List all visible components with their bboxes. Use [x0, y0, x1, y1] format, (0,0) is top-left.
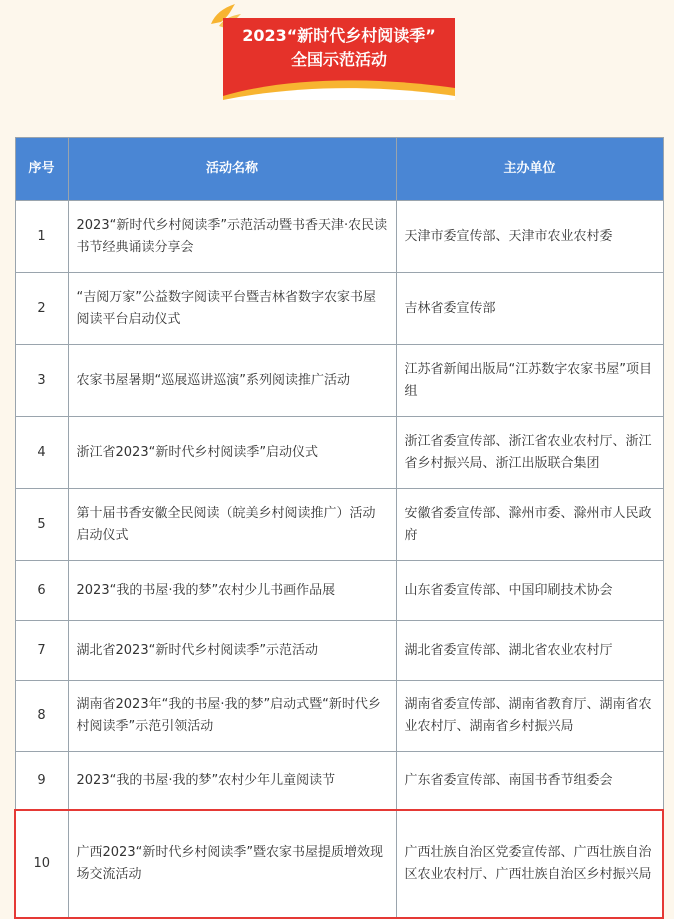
- table-header-row: [15, 138, 663, 201]
- row-index: 4: [15, 417, 68, 489]
- row-activity-name: “吉阅万家”公益数字阅读平台暨吉林省数字农家书屋阅读平台启动仪式: [68, 273, 396, 345]
- title-banner: [205, 0, 465, 110]
- banner-title-line1: 2023“新时代乡村阅读季”: [242, 26, 436, 45]
- table-row-highlighted: [15, 810, 663, 918]
- banner-title-line2: 全国示范活动: [290, 50, 387, 69]
- table-row: [15, 621, 663, 681]
- row-organizer: 湖南省委宣传部、湖南省教育厅、湖南省农业农村厅、湖南省乡村振兴局: [396, 681, 663, 752]
- row-index: 9: [15, 752, 68, 811]
- row-activity-name: 农家书屋暑期“巡展巡讲巡演”系列阅读推广活动: [68, 345, 396, 417]
- row-index: 5: [15, 489, 68, 561]
- banner-swoosh: [223, 74, 455, 100]
- table-row: [15, 273, 663, 345]
- row-organizer: 江苏省新闻出版局“江苏数字农家书屋”项目组: [396, 345, 663, 417]
- row-activity-name: 2023“我的书屋·我的梦”农村少年儿童阅读节: [68, 752, 396, 811]
- row-index: 7: [15, 621, 68, 681]
- table-row: [15, 752, 663, 811]
- row-organizer: 天津市委宣传部、天津市农业农村委: [396, 201, 663, 273]
- row-organizer: 山东省委宣传部、中国印刷技术协会: [396, 561, 663, 621]
- row-organizer: 安徽省委宣传部、滁州市委、滁州市人民政府: [396, 489, 663, 561]
- row-index: 3: [15, 345, 68, 417]
- row-activity-name: 2023“新时代乡村阅读季”示范活动暨书香天津·农民读书节经典诵读分享会: [68, 201, 396, 273]
- table-row: [15, 417, 663, 489]
- table-row: [15, 201, 663, 273]
- activity-table: [14, 137, 664, 919]
- row-activity-name: 广西2023“新时代乡村阅读季”暨农家书屋提质增效现场交流活动: [68, 810, 396, 918]
- row-activity-name: 2023“我的书屋·我的梦”农村少儿书画作品展: [68, 561, 396, 621]
- row-activity-name: 湖北省2023“新时代乡村阅读季”示范活动: [68, 621, 396, 681]
- table-row: [15, 681, 663, 752]
- row-index: 1: [15, 201, 68, 273]
- row-organizer: 广东省委宣传部、南国书香节组委会: [396, 752, 663, 811]
- row-activity-name: 第十届书香安徽全民阅读（皖美乡村阅读推广）活动启动仪式: [68, 489, 396, 561]
- header-activity-name: 活动名称: [68, 138, 396, 201]
- row-organizer: 湖北省委宣传部、湖北省农业农村厅: [396, 621, 663, 681]
- row-activity-name: 浙江省2023“新时代乡村阅读季”启动仪式: [68, 417, 396, 489]
- row-index: 10: [15, 810, 68, 918]
- row-index: 8: [15, 681, 68, 752]
- row-index: 2: [15, 273, 68, 345]
- row-organizer: 浙江省委宣传部、浙江省农业农村厅、浙江省乡村振兴局、浙江出版联合集团: [396, 417, 663, 489]
- table-row: [15, 561, 663, 621]
- row-organizer: 吉林省委宣传部: [396, 273, 663, 345]
- table-row: [15, 489, 663, 561]
- banner-box: [223, 18, 455, 100]
- table-row: [15, 345, 663, 417]
- row-organizer: 广西壮族自治区党委宣传部、广西壮族自治区农业农村厅、广西壮族自治区乡村振兴局: [396, 810, 663, 918]
- header-index: 序号: [15, 138, 68, 201]
- row-activity-name: 湖南省2023年“我的书屋·我的梦”启动式暨“新时代乡村阅读季”示范引领活动: [68, 681, 396, 752]
- header-organizer: 主办单位: [396, 138, 663, 201]
- row-index: 6: [15, 561, 68, 621]
